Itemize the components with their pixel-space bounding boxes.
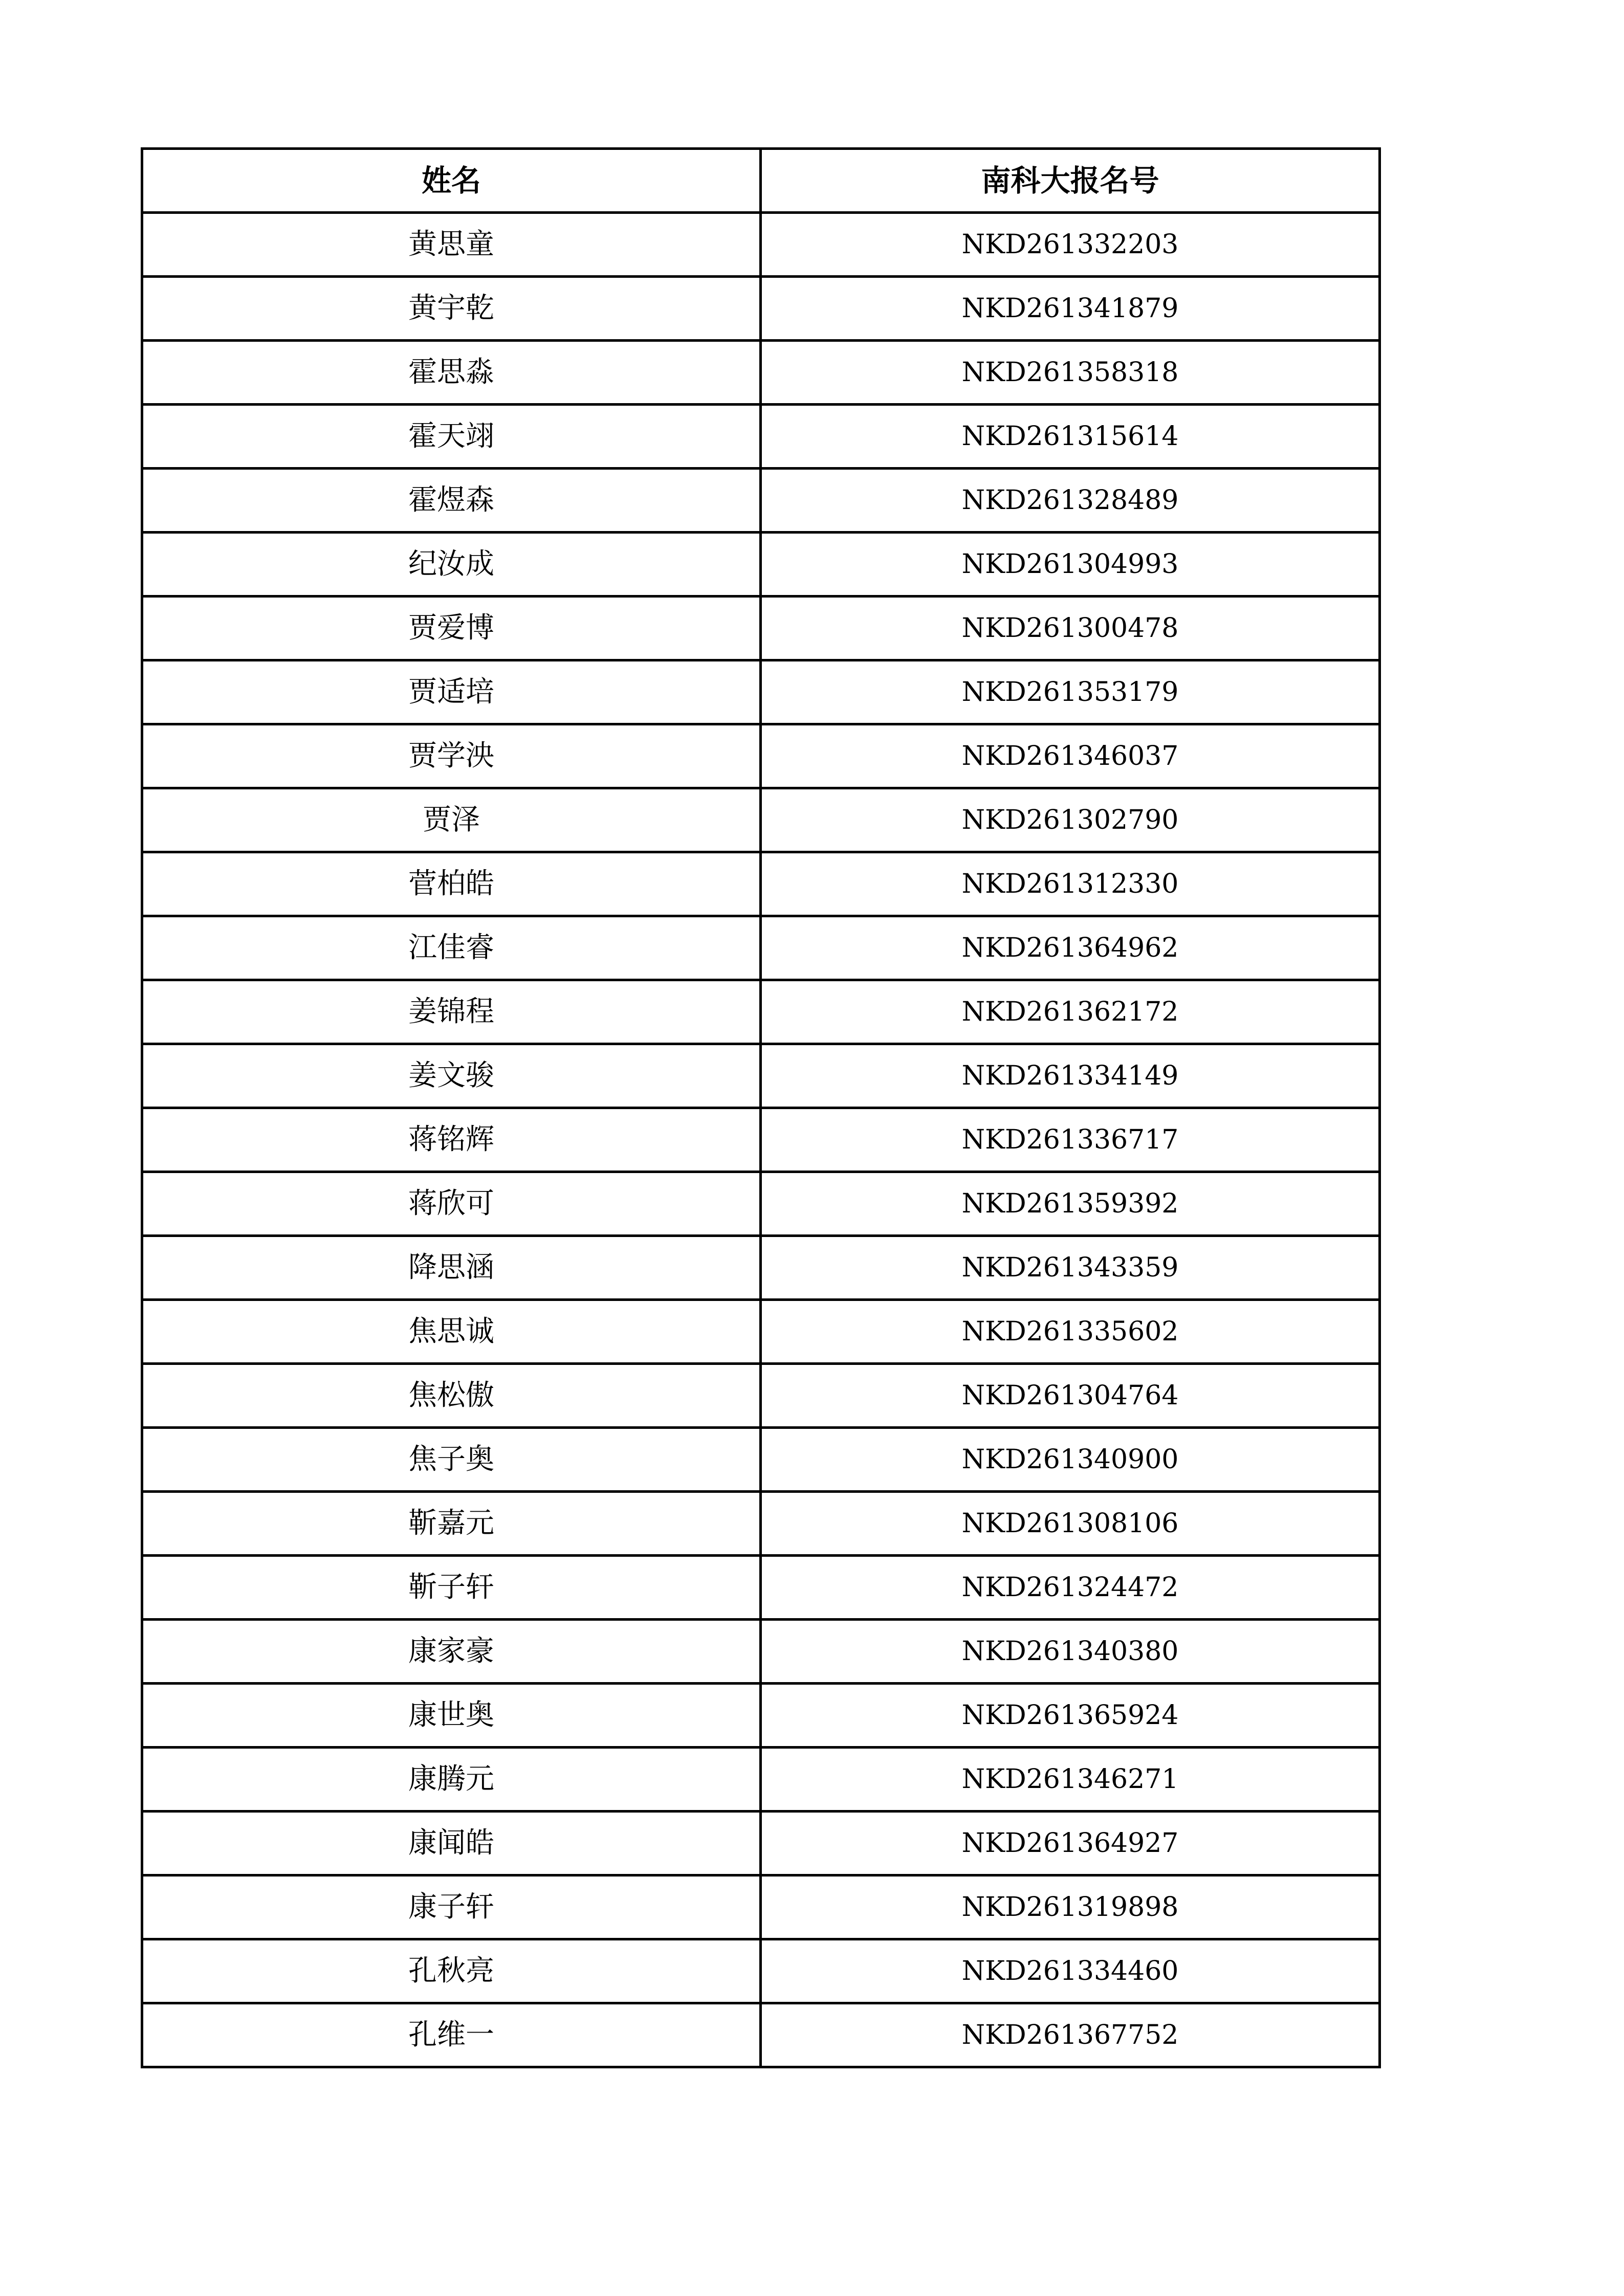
student-name-cell: 黄宇乾 — [142, 277, 761, 341]
table-row — [142, 533, 1380, 597]
table-row — [142, 1556, 1380, 1620]
table-row — [142, 1684, 1380, 1748]
registration-number-cell: NKD261328489 — [761, 469, 1380, 533]
registration-number-cell: NKD261315614 — [761, 405, 1380, 469]
table-row — [142, 1812, 1380, 1875]
registration-number-cell: NKD261308106 — [761, 1492, 1380, 1556]
student-name-cell: 焦思诚 — [142, 1300, 761, 1364]
table-row — [142, 1364, 1380, 1428]
student-name-cell: 康家豪 — [142, 1620, 761, 1684]
table-row — [142, 341, 1380, 405]
student-name-cell: 纪汝成 — [142, 533, 761, 597]
student-name-cell: 贾泽 — [142, 788, 761, 852]
table-row — [142, 788, 1380, 852]
table-row — [142, 1620, 1380, 1684]
registration-number-cell: NKD261334460 — [761, 1939, 1380, 2003]
student-name-cell: 贾爱博 — [142, 597, 761, 660]
table-row — [142, 852, 1380, 916]
student-name-cell: 康世奥 — [142, 1684, 761, 1748]
registration-table — [141, 147, 1381, 2068]
table-row — [142, 1300, 1380, 1364]
registration-number-cell: NKD261341879 — [761, 277, 1380, 341]
registration-number-cell: NKD261343359 — [761, 1236, 1380, 1300]
student-name-cell: 江佳睿 — [142, 916, 761, 980]
registration-number-cell: NKD261324472 — [761, 1556, 1380, 1620]
registration-number-cell: NKD261365924 — [761, 1684, 1380, 1748]
student-name-cell: 孔秋亮 — [142, 1939, 761, 2003]
student-name-cell: 蒋欣可 — [142, 1172, 761, 1236]
table-row — [142, 1875, 1380, 1939]
student-name-cell: 蒋铭辉 — [142, 1108, 761, 1172]
registration-number-cell: NKD261346271 — [761, 1748, 1380, 1812]
registration-number-cell: NKD261367752 — [761, 2003, 1380, 2067]
registration-number-cell: NKD261304764 — [761, 1364, 1380, 1428]
registration-number-cell: NKD261300478 — [761, 597, 1380, 660]
student-name-cell: 靳子轩 — [142, 1556, 761, 1620]
table-row — [142, 1108, 1380, 1172]
table-row — [142, 405, 1380, 469]
registration-number-cell: NKD261336717 — [761, 1108, 1380, 1172]
student-name-cell: 贾学泱 — [142, 724, 761, 788]
registration-number-cell: NKD261353179 — [761, 660, 1380, 724]
column-header-name: 姓名 — [142, 149, 761, 213]
table-row — [142, 724, 1380, 788]
student-name-cell: 康腾元 — [142, 1748, 761, 1812]
table-row — [142, 1492, 1380, 1556]
table-row — [142, 1428, 1380, 1492]
table-row — [142, 469, 1380, 533]
student-name-cell: 姜锦程 — [142, 980, 761, 1044]
header-row — [142, 149, 1380, 213]
student-name-cell: 霍天翊 — [142, 405, 761, 469]
table-row — [142, 1044, 1380, 1108]
column-header-registration-number: 南科大报名号 — [761, 149, 1380, 213]
table-row — [142, 1748, 1380, 1812]
table-row — [142, 1236, 1380, 1300]
registration-number-cell: NKD261364927 — [761, 1812, 1380, 1875]
registration-number-cell: NKD261340380 — [761, 1620, 1380, 1684]
table-header — [142, 149, 1380, 213]
student-name-cell: 降思涵 — [142, 1236, 761, 1300]
registration-number-cell: NKD261319898 — [761, 1875, 1380, 1939]
student-name-cell: 焦松傲 — [142, 1364, 761, 1428]
student-name-cell: 靳嘉元 — [142, 1492, 761, 1556]
registration-number-cell: NKD261346037 — [761, 724, 1380, 788]
registration-number-cell: NKD261340900 — [761, 1428, 1380, 1492]
registration-number-cell: NKD261334149 — [761, 1044, 1380, 1108]
registration-number-cell: NKD261302790 — [761, 788, 1380, 852]
registration-number-cell: NKD261359392 — [761, 1172, 1380, 1236]
table-row — [142, 980, 1380, 1044]
student-name-cell: 霍思淼 — [142, 341, 761, 405]
registration-number-cell: NKD261335602 — [761, 1300, 1380, 1364]
student-name-cell: 康闻皓 — [142, 1812, 761, 1875]
student-name-cell: 康子轩 — [142, 1875, 761, 1939]
registration-number-cell: NKD261362172 — [761, 980, 1380, 1044]
student-name-cell: 焦子奥 — [142, 1428, 761, 1492]
registration-number-cell: NKD261364962 — [761, 916, 1380, 980]
registration-number-cell: NKD261312330 — [761, 852, 1380, 916]
registration-number-cell: NKD261332203 — [761, 213, 1380, 277]
table-row — [142, 1939, 1380, 2003]
registration-number-cell: NKD261358318 — [761, 341, 1380, 405]
table-body — [142, 213, 1380, 2067]
table-row — [142, 1172, 1380, 1236]
registration-number-cell: NKD261304993 — [761, 533, 1380, 597]
table-row — [142, 660, 1380, 724]
table-row — [142, 277, 1380, 341]
table-row — [142, 2003, 1380, 2067]
student-name-cell: 贾适培 — [142, 660, 761, 724]
student-name-cell: 孔维一 — [142, 2003, 761, 2067]
student-name-cell: 黄思童 — [142, 213, 761, 277]
table-row — [142, 916, 1380, 980]
student-name-cell: 姜文骏 — [142, 1044, 761, 1108]
student-name-cell: 菅柏皓 — [142, 852, 761, 916]
table-row — [142, 597, 1380, 660]
table-row — [142, 213, 1380, 277]
student-name-cell: 霍煜森 — [142, 469, 761, 533]
